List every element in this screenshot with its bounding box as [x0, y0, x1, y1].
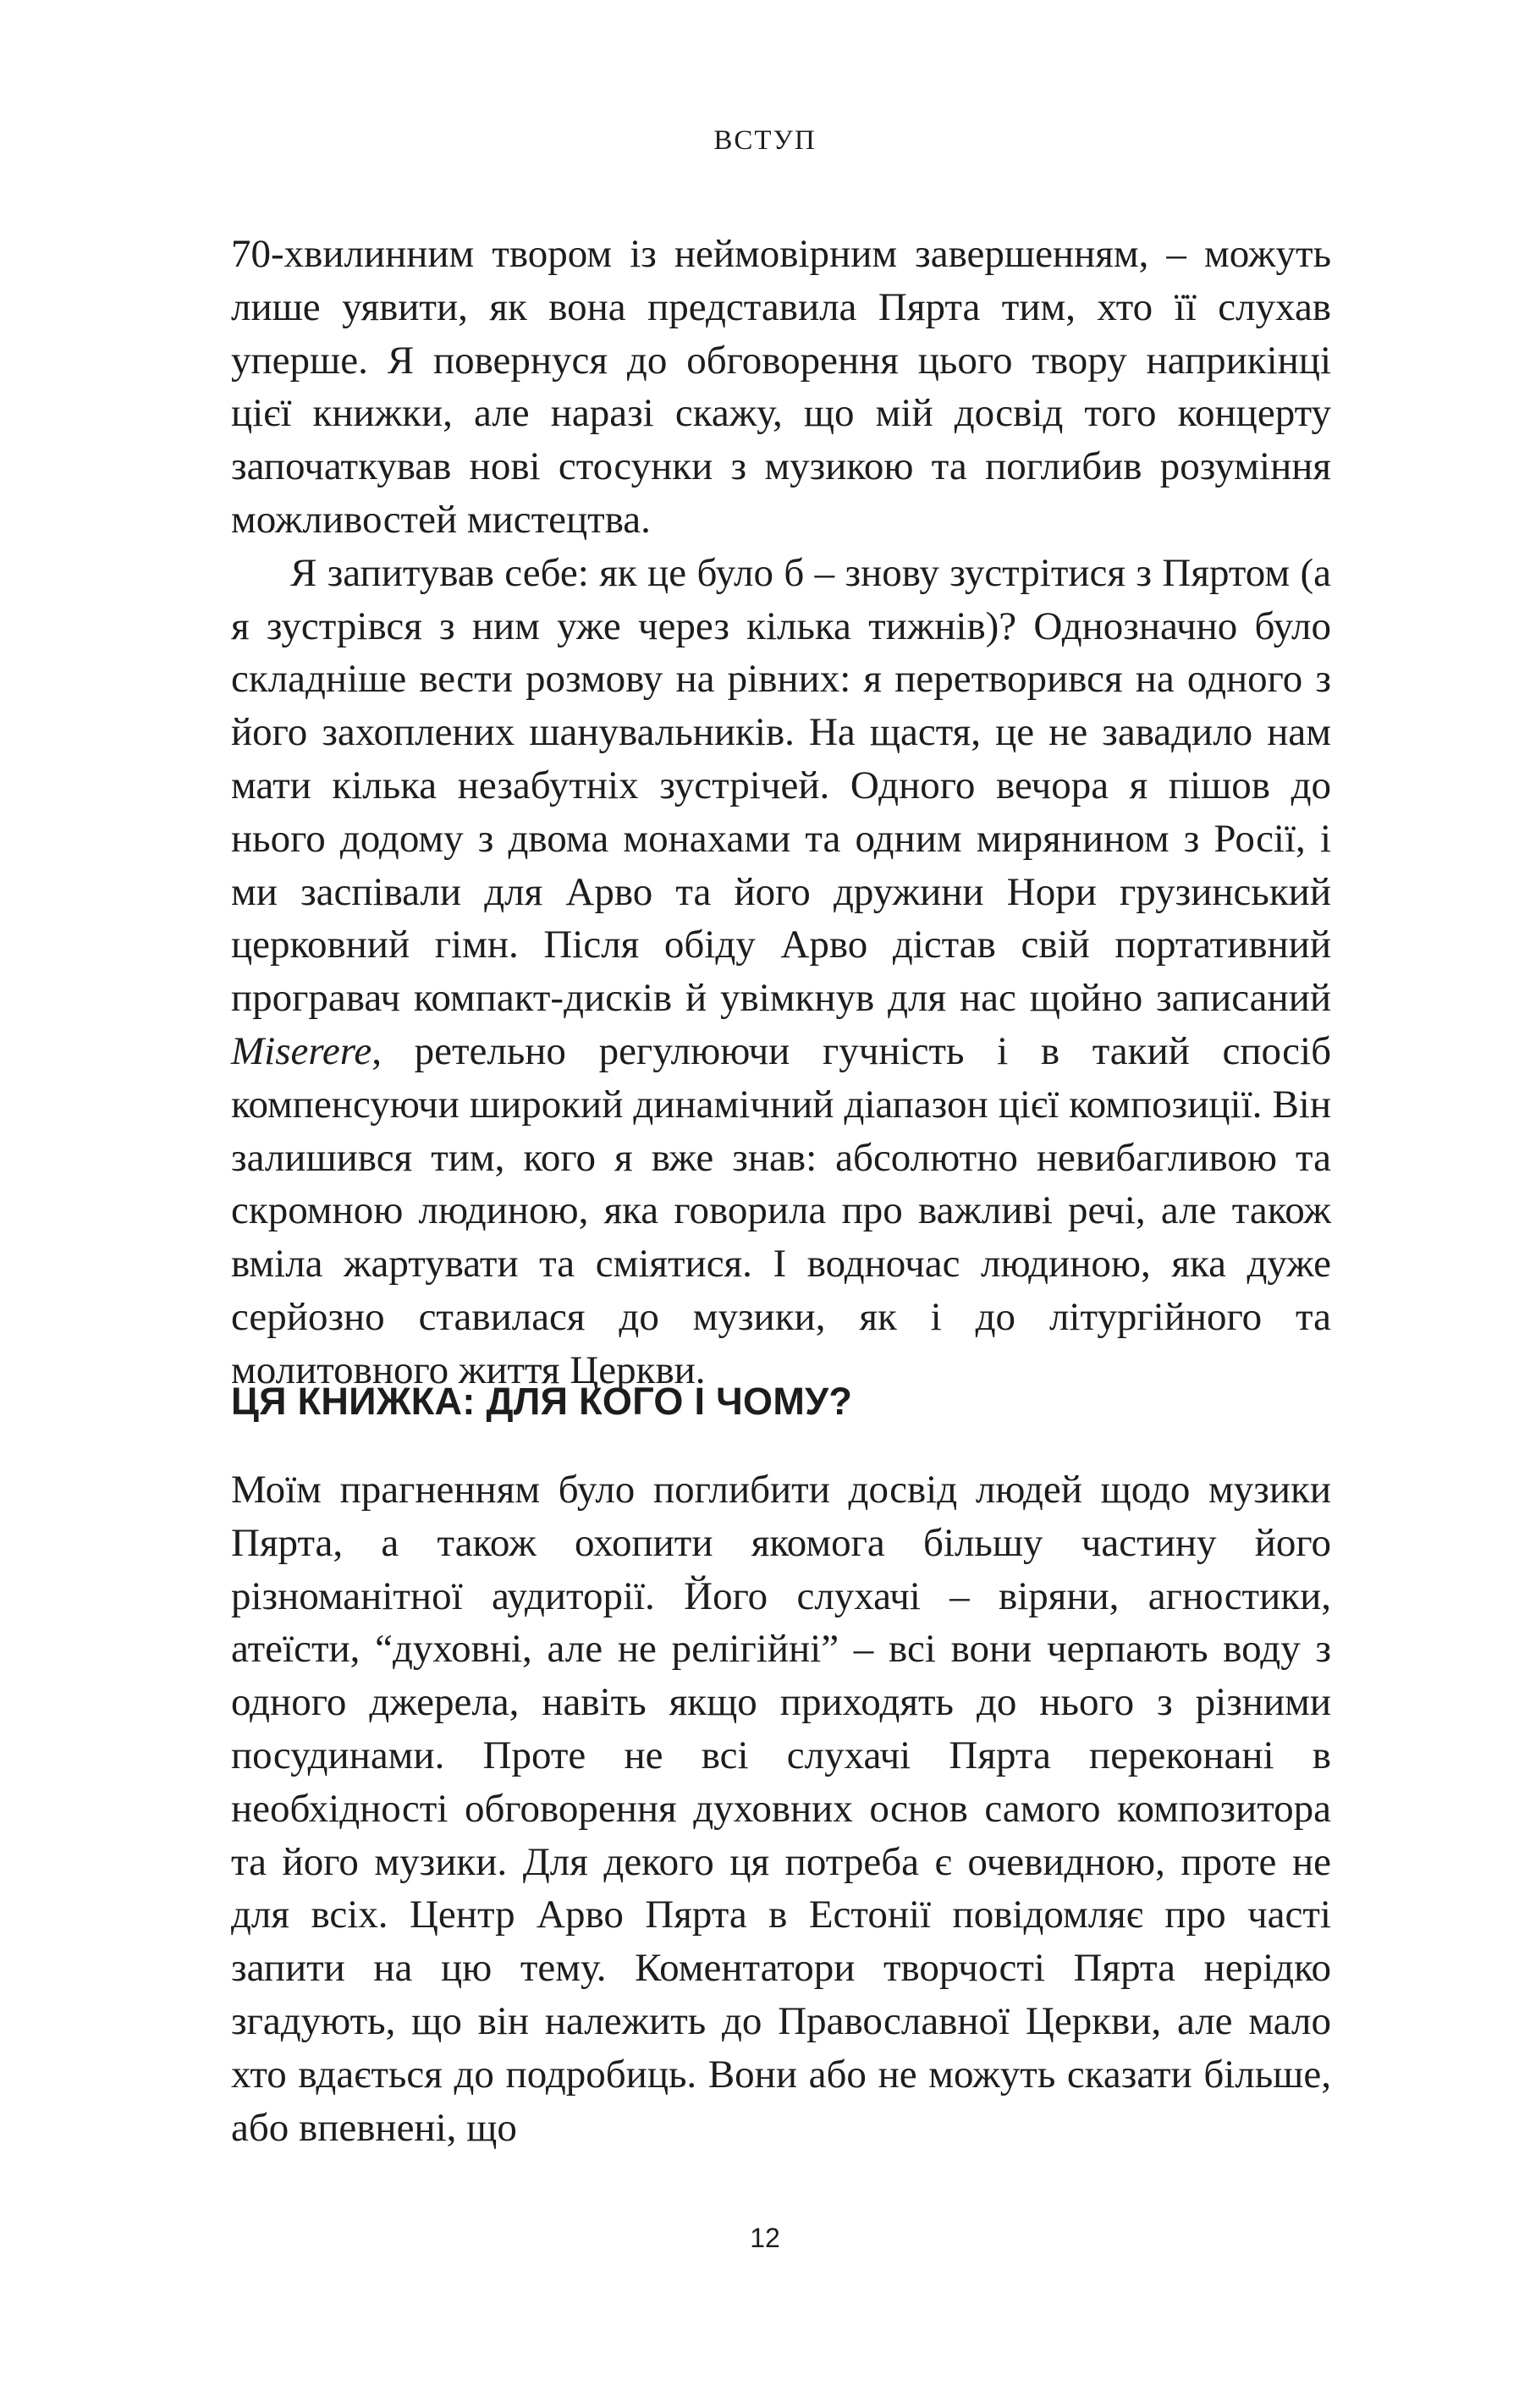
text-block-section	[231, 1463, 1331, 2154]
text-block-intro	[231, 228, 1331, 1397]
paragraph-continued: 70-хвилинним твором із неймовірним завершенням, – можуть лише уявити, як вона представила Пярта тим, хто її слухав уперше. Я повернуся до обговорення цього твору наприкінці цієї книжки, але наразі скажу, що мій досвід того концерту започаткував нові стосунки з музикою та поглибив розуміння можливостей мистецтва.	[231, 232, 1331, 542]
page-number: 12	[750, 2223, 780, 2253]
paragraph-meeting-text-2: , ретельно регулюючи гучність і в такий спосіб компенсуючи широкий динамічний діапазон цієї композиції. Він залишився тим, кого я вже знав: абсолютно невибагливою та скромною людиною, яка говорила про важливі речі, але також вміла жартувати та сміятися. І водночас людиною, яка дуже серйозно ставилася до музики, як і до літургійного та молитовного життя Церкви.	[231, 1028, 1331, 1392]
paragraph-meeting	[231, 547, 1331, 1397]
section-heading: ЦЯ КНИЖКА: ДЛЯ КОГО І ЧОМУ?	[231, 1380, 853, 1423]
paragraph-purpose: Моїм прагненням було поглибити досвід людей щодо музики Пярта, а також охопити якомога більшу частину його різноманітної аудиторії. Його слухачі – віряни, агностики, атеїсти, “духовні, але не релігійні” – всі вони черпають воду з одного джерела, навіть якщо приходять до нього з різними посудинами. Проте не всі слухачі Пярта переконані в необхідності обговорення духовних основ самого композитора та його музики. Для декого ця потреба є очевидною, проте не для всіх. Центр Арво Пярта в Естонії повідомляє про часті запити на цю тему. Коментатори творчості Пярта нерідко згадують, що він належить до Православної Церкви, але мало хто вдається до подробиць. Вони або не можуть сказати більше, або впевнені, що	[231, 1468, 1331, 2150]
paragraph-meeting-text-1: Я запитував себе: як це було б – знову зустрітися з Пяртом (а я зустрівся з ним уже через кілька тижнів)? Однозначно було складніше вести розмову на рівних: я перетворився на одного з його захоплених шанувальників. На щастя, це не завадило нам мати кілька незабутніх зустрічей. Одного вечора я пішов до нього додому з двома монахами та одним мирянином з Росії, і ми заспівали для Арво та його дружини Нори грузинський церковний гімн. Після обіду Арво дістав свій портативний програвач компакт-дисків й увімкнув для нас щойно записаний	[231, 550, 1331, 1021]
work-title-italic: Miserere	[231, 1028, 372, 1073]
running-head: ВСТУП	[713, 125, 817, 156]
